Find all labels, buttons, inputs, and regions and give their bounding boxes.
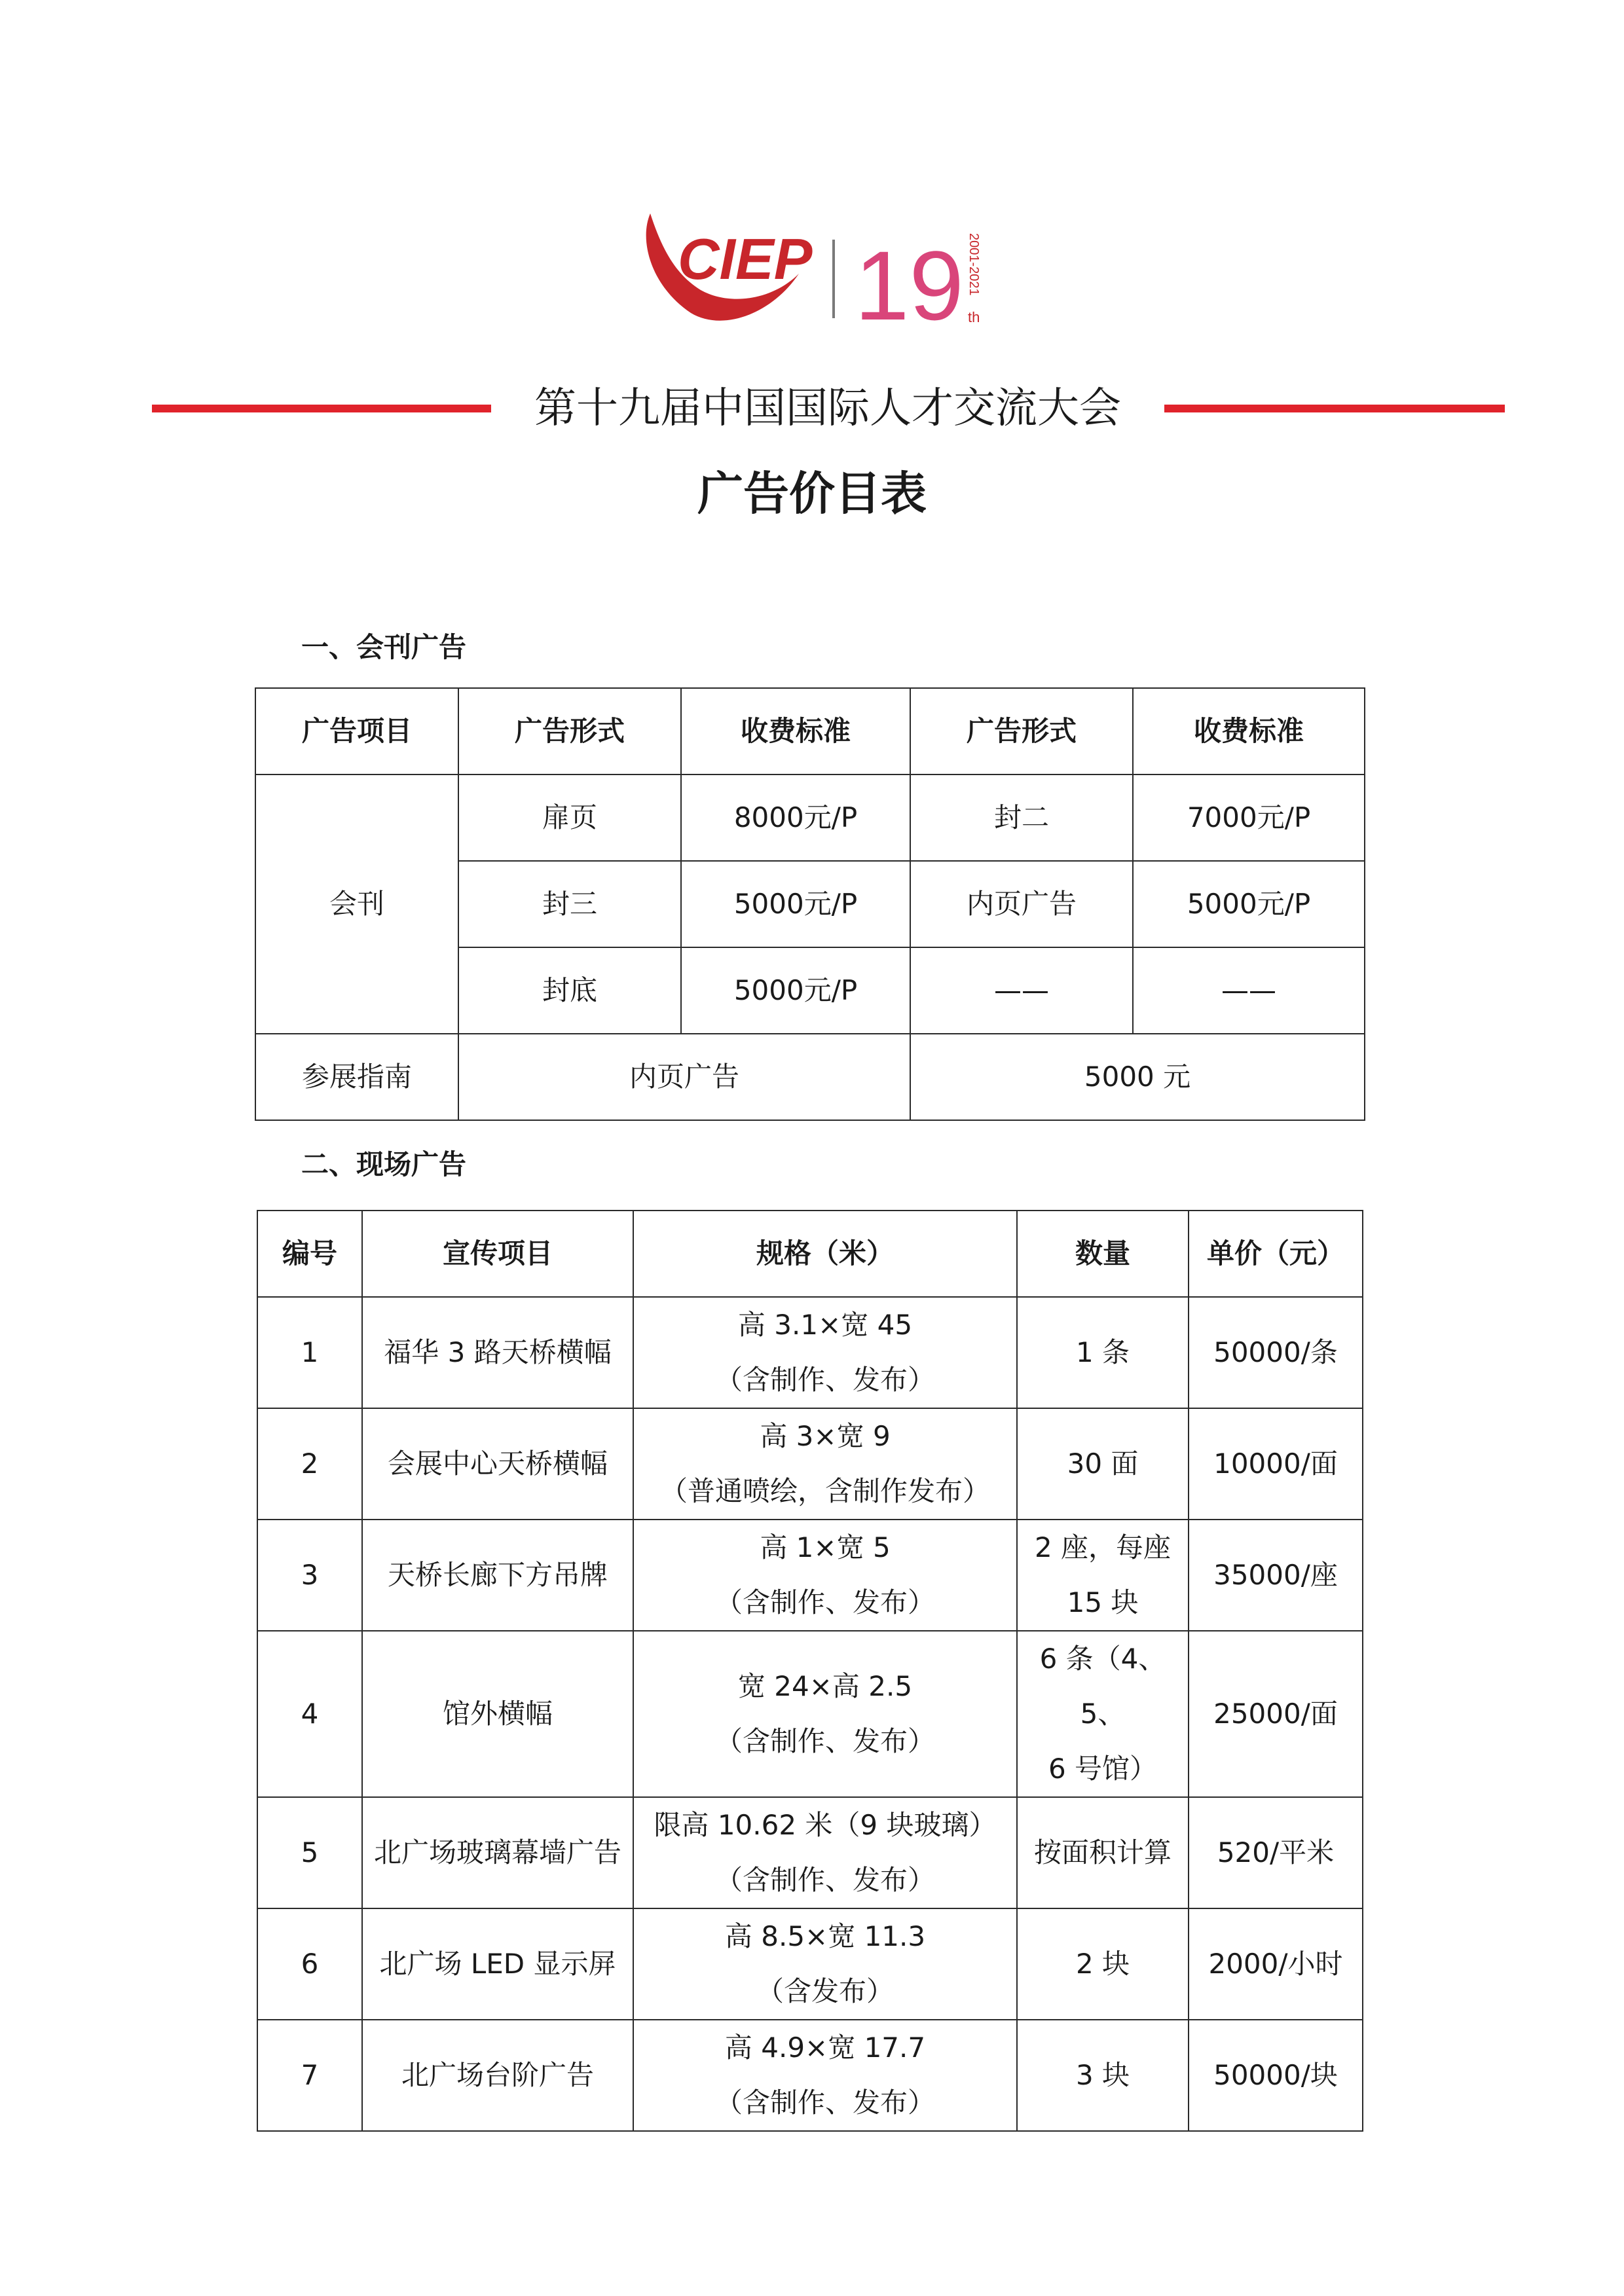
number-cell: 1	[257, 1297, 362, 1408]
spec-line: （含制作、发布）	[714, 1364, 935, 1396]
price-cell: 25000/面	[1189, 1631, 1363, 1797]
ad-item-cell: 参展指南	[255, 1034, 458, 1120]
spec-line: （普通喷绘，含制作发布）	[659, 1475, 990, 1507]
quantity-cell	[1017, 1520, 1189, 1631]
column-header: 收费标准	[681, 688, 910, 774]
table-row	[257, 1520, 1363, 1631]
table-row	[255, 1034, 1365, 1120]
number-cell: 3	[257, 1520, 362, 1631]
column-header: 收费标准	[1133, 688, 1365, 774]
item-cell: 会展中心天桥横幅	[362, 1408, 633, 1520]
table-row	[255, 774, 1365, 861]
column-header: 广告项目	[255, 688, 458, 774]
quantity-line: 2 座，每座	[1034, 1531, 1172, 1563]
ad-item-cell: 会刊	[255, 774, 458, 1034]
spec-line: （含制作、发布）	[714, 1725, 935, 1757]
quantity-line: 1 条	[1075, 1336, 1130, 1368]
spec-cell	[633, 1631, 1017, 1797]
quantity-line: 3 块	[1075, 2059, 1130, 2091]
spec-line: 宽 24×高 2.5	[737, 1670, 913, 1702]
ad-form-cell: 内页广告	[910, 861, 1133, 947]
spec-cell	[633, 1520, 1017, 1631]
logo-brand-text: CIEP	[678, 227, 813, 291]
column-header: 规格（米）	[633, 1211, 1017, 1297]
price-cell: 35000/座	[1189, 1520, 1363, 1631]
column-header: 数量	[1017, 1211, 1189, 1297]
quantity-line: 6 条（4、5、	[1039, 1643, 1166, 1730]
price-cell: 5000元/P	[681, 947, 910, 1034]
number-cell: 4	[257, 1631, 362, 1797]
spec-line: 限高 10.62 米（9 块玻璃）	[654, 1809, 997, 1841]
number-cell: 5	[257, 1797, 362, 1908]
ad-form-cell: 封二	[910, 774, 1133, 861]
ciep-logo	[638, 208, 1005, 333]
page-subtitle: 广告价目表	[697, 466, 927, 520]
price-cell: 5000 元	[910, 1034, 1365, 1120]
ad-form-cell: 内页广告	[458, 1034, 910, 1120]
quantity-cell	[1017, 1408, 1189, 1520]
ad-form-cell: 扉页	[458, 774, 681, 861]
spec-line: （含发布）	[756, 1975, 894, 2007]
item-cell: 北广场台阶广告	[362, 2020, 633, 2131]
price-cell: 50000/块	[1189, 2020, 1363, 2131]
table-header-row	[255, 688, 1365, 774]
page-title: 第十九届中国国际人才交流大会	[534, 384, 1121, 433]
column-header: 编号	[257, 1211, 362, 1297]
column-header: 宣传项目	[362, 1211, 633, 1297]
table-row	[257, 1408, 1363, 1520]
title-rule-left	[152, 405, 491, 412]
table-row	[257, 2020, 1363, 2131]
table-row	[257, 1797, 1363, 1908]
quantity-cell	[1017, 1631, 1189, 1797]
spec-cell	[633, 1297, 1017, 1408]
quantity-cell	[1017, 1297, 1189, 1408]
price-cell: 2000/小时	[1189, 1908, 1363, 2020]
price-cell: 10000/面	[1189, 1408, 1363, 1520]
price-cell: 8000元/P	[681, 774, 910, 861]
price-cell: 520/平米	[1189, 1797, 1363, 1908]
spec-line: 高 8.5×宽 11.3	[724, 1920, 926, 1952]
number-cell: 2	[257, 1408, 362, 1520]
quantity-cell	[1017, 1797, 1189, 1908]
number-cell: 7	[257, 2020, 362, 2131]
column-header: 广告形式	[910, 688, 1133, 774]
onsite-ad-table	[257, 1210, 1363, 2132]
item-cell: 天桥长廊下方吊牌	[362, 1520, 633, 1631]
column-header: 广告形式	[458, 688, 681, 774]
spec-line: 高 4.9×宽 17.7	[724, 2032, 926, 2064]
section-heading-journal: 一、会刊广告	[301, 631, 467, 663]
spec-line: 高 3×宽 9	[760, 1420, 891, 1452]
quantity-line: 30 面	[1067, 1448, 1139, 1480]
section-heading-onsite: 二、现场广告	[301, 1148, 467, 1180]
title-rule-right	[1164, 405, 1505, 412]
price-cell: 7000元/P	[1133, 774, 1365, 861]
spec-line: 高 3.1×宽 45	[737, 1309, 913, 1341]
price-cell: 5000元/P	[681, 861, 910, 947]
spec-cell	[633, 1908, 1017, 2020]
ad-form-cell: 封三	[458, 861, 681, 947]
quantity-line: 按面积计算	[1033, 1836, 1172, 1868]
spec-cell	[633, 2020, 1017, 2131]
spec-line: （含制作、发布）	[714, 1586, 935, 1618]
spec-line: （含制作、发布）	[714, 2086, 935, 2119]
item-cell: 馆外横幅	[362, 1631, 633, 1797]
table-row	[257, 1631, 1363, 1797]
price-cell: ——	[1133, 947, 1365, 1034]
quantity-cell	[1017, 1908, 1189, 2020]
table-row	[257, 1297, 1363, 1408]
price-cell: 5000元/P	[1133, 861, 1365, 947]
journal-ad-table	[255, 687, 1365, 1121]
quantity-line: 6 号馆）	[1048, 1753, 1158, 1785]
logo-anniversary-number: 19	[855, 230, 964, 333]
item-cell: 北广场 LED 显示屏	[362, 1908, 633, 2020]
ad-form-cell: 封底	[458, 947, 681, 1034]
spec-line: 高 1×宽 5	[760, 1531, 891, 1563]
logo-years: 2001-2021	[967, 233, 981, 296]
number-cell: 6	[257, 1908, 362, 2020]
price-cell: 50000/条	[1189, 1297, 1363, 1408]
item-cell: 福华 3 路天桥横幅	[362, 1297, 633, 1408]
item-cell: 北广场玻璃幕墙广告	[362, 1797, 633, 1908]
spec-line: （含制作、发布）	[714, 1864, 935, 1896]
quantity-line: 15 块	[1067, 1586, 1139, 1618]
ad-form-cell: ——	[910, 947, 1133, 1034]
spec-cell	[633, 1797, 1017, 1908]
quantity-line: 2 块	[1075, 1948, 1130, 1980]
column-header: 单价（元）	[1189, 1211, 1363, 1297]
spec-cell	[633, 1408, 1017, 1520]
table-header-row	[257, 1211, 1363, 1297]
quantity-cell	[1017, 2020, 1189, 2131]
table-row	[257, 1908, 1363, 2020]
logo-ordinal-suffix: th	[968, 309, 980, 325]
